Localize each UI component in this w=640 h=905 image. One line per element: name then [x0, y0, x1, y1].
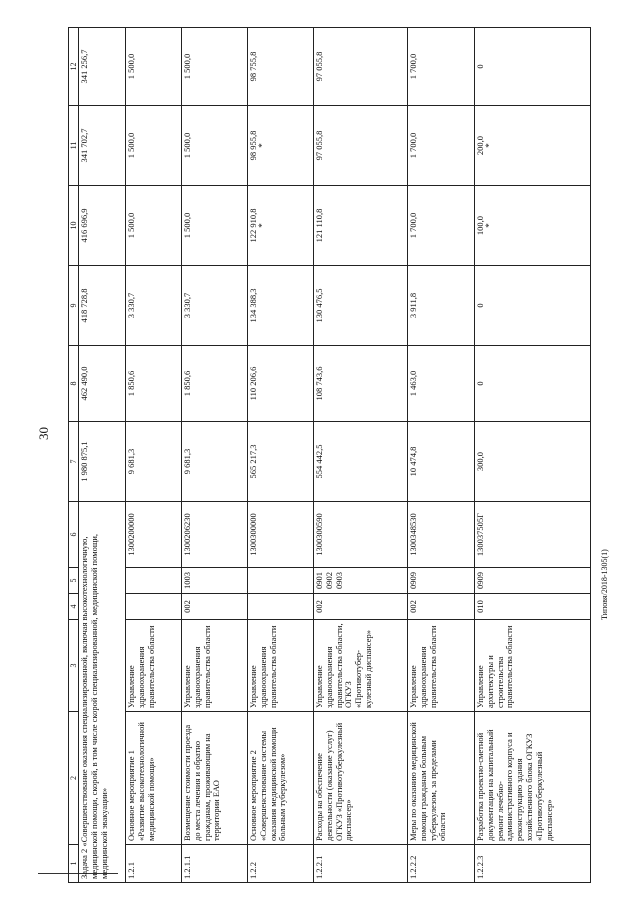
row-title: Меры по оказанию медицинской помощи гражданам больным туберкулезом, за пределами области: [408, 712, 475, 845]
row-total: 10 474,8: [408, 422, 475, 502]
row-year-3: 1 700,0: [408, 186, 475, 266]
row-code: 1.2.2.2: [408, 845, 475, 883]
row-csr: 1300300590: [314, 502, 408, 568]
table-row: [126, 28, 182, 883]
table-row: [314, 28, 408, 883]
column-number: 10: [69, 186, 79, 266]
task-title: Задача 2 «Совершенствование оказания специализированной, включая высокотехнологичную, медицинской помощи, скорой, в том числе скорой специализированной, медицинской помощи, медицинской эвакуации»: [79, 502, 126, 883]
row-code: 1.2.2.3: [475, 845, 591, 883]
asterisk-mark: *: [483, 223, 494, 228]
row-year-2: 130 476,5: [314, 266, 408, 346]
row-csr: 1300300000: [248, 502, 314, 568]
table-row: [408, 28, 475, 883]
footer-code: Типовя/2018-1305(1): [600, 549, 609, 620]
row-grbs: 002: [182, 594, 248, 620]
row-rzpr: 0901 0902 0903: [314, 568, 408, 594]
asterisk-mark: *: [483, 143, 494, 148]
row-year-3: 122 910,8 *: [248, 186, 314, 266]
row-rzpr: [126, 568, 182, 594]
row-total: 300,0: [475, 422, 591, 502]
row-code: 1.2.1: [126, 845, 182, 883]
row-year-3: 1 500,0: [126, 186, 182, 266]
row-year-5: 1 700,0: [408, 28, 475, 106]
row-executor: Управление здравоохранения правительства области, ОГКУЗ «Противотубер-кулезный диспансер»: [314, 620, 408, 712]
row-grbs: 002: [314, 594, 408, 620]
column-number: 11: [69, 106, 79, 186]
column-number: 12: [69, 28, 79, 106]
row-year-4: 200,0 *: [475, 106, 591, 186]
row-executor: Управление здравоохранения правительства области: [248, 620, 314, 712]
task-year-4: 341 702,7: [79, 106, 126, 186]
row-title: Возмещение стоимости проезда до места лечения и обратно гражданам, проживающим на территории ЕАО: [182, 712, 248, 845]
row-year-1: 0: [475, 346, 591, 422]
row-grbs: [126, 594, 182, 620]
task-year-1: 462 490,0: [79, 346, 126, 422]
row-code: 1.2.1.1: [182, 845, 248, 883]
asterisk-mark: *: [256, 223, 267, 228]
row-year-1: 1 463,0: [408, 346, 475, 422]
column-number: 4: [69, 594, 79, 620]
task-year-3: 416 696,9: [79, 186, 126, 266]
row-year-2: 3 330,7: [182, 266, 248, 346]
row-grbs: 010: [475, 594, 591, 620]
rotated-table-container: [68, 28, 583, 883]
column-number: 5: [69, 568, 79, 594]
row-year-1: 110 206,6: [248, 346, 314, 422]
page-number: 30: [36, 427, 51, 440]
row-year-3: 100,0 *: [475, 186, 591, 266]
column-number: 2: [69, 712, 79, 845]
row-title: Расходы на обеспечение деятельности (оказание услуг) ОГКУЗ «Противотуберкулезный диспансер»: [314, 712, 408, 845]
row-total: 565 217,3: [248, 422, 314, 502]
row-year-4: 97 055,8: [314, 106, 408, 186]
row-executor: Управление здравоохранения правительства области: [182, 620, 248, 712]
row-total: 9 681,3: [126, 422, 182, 502]
row-year-2: 3 911,8: [408, 266, 475, 346]
column-number: 8: [69, 346, 79, 422]
row-year-5: 1 500,0: [182, 28, 248, 106]
row-grbs: [248, 594, 314, 620]
row-executor: Управление здравоохранения правительства области: [408, 620, 475, 712]
row-year-5: 1 500,0: [126, 28, 182, 106]
column-number: 6: [69, 502, 79, 568]
row-year-5: 0: [475, 28, 591, 106]
table-row: [182, 28, 248, 883]
row-csr: 130037505Г: [475, 502, 591, 568]
row-year-3: 1 500,0: [182, 186, 248, 266]
row-executor: Управление здравоохранения правительства области: [126, 620, 182, 712]
row-csr: 1300348530: [408, 502, 475, 568]
row-total: 9 681,3: [182, 422, 248, 502]
row-year-1: 1 850,6: [182, 346, 248, 422]
row-year-3: 121 110,8: [314, 186, 408, 266]
row-year-4: 1 700,0: [408, 106, 475, 186]
row-executor: Управление архитектуры и строительства правительства области: [475, 620, 591, 712]
column-number: 1: [69, 845, 79, 883]
task-row: [79, 28, 126, 883]
row-year-5: 98 755,8: [248, 28, 314, 106]
column-number-row: [69, 28, 79, 883]
asterisk-mark: *: [256, 143, 267, 148]
row-title: Разработка проектно-сметной документации на капитальный ремонт лечебно-административного корпуса и реконструкцию здания хозяйственного блока ОГКУЗ «Противотуберкулезный диспансер»: [475, 712, 591, 845]
row-csr: 1300200000: [126, 502, 182, 568]
row-year-1: 1 850,6: [126, 346, 182, 422]
row-total: 554 442,5: [314, 422, 408, 502]
row-code: 1.2.2: [248, 845, 314, 883]
row-rzpr: 1003: [182, 568, 248, 594]
table-row: [475, 28, 591, 883]
row-year-4: 1 500,0: [182, 106, 248, 186]
task-year-2: 418 728,8: [79, 266, 126, 346]
row-code: 1.2.2.1: [314, 845, 408, 883]
task-total: 1 980 875,1: [79, 422, 126, 502]
column-number: 7: [69, 422, 79, 502]
row-rzpr: 0909: [408, 568, 475, 594]
row-rzpr: 0909: [475, 568, 591, 594]
row-year-4: 1 500,0: [126, 106, 182, 186]
row-year-2: 3 330,7: [126, 266, 182, 346]
row-year-4: 98 955,8 *: [248, 106, 314, 186]
task-year-5: 341 256,7: [79, 28, 126, 106]
budget-table: [68, 27, 591, 883]
row-title: Основное мероприятие 1 «Развитие высокотехнологичной медицинской помощи»: [126, 712, 182, 845]
column-number: 3: [69, 620, 79, 712]
row-csr: 1300206230: [182, 502, 248, 568]
row-year-2: 0: [475, 266, 591, 346]
row-year-2: 134 388,3: [248, 266, 314, 346]
row-rzpr: [248, 568, 314, 594]
row-year-5: 97 055,8: [314, 28, 408, 106]
table-row: [248, 28, 314, 883]
column-number: 9: [69, 266, 79, 346]
row-grbs: 002: [408, 594, 475, 620]
row-year-1: 108 743,6: [314, 346, 408, 422]
row-title: Основное мероприятие 2 «Совершенствование системы оказания медицинской помощи больным туберкулезом»: [248, 712, 314, 845]
